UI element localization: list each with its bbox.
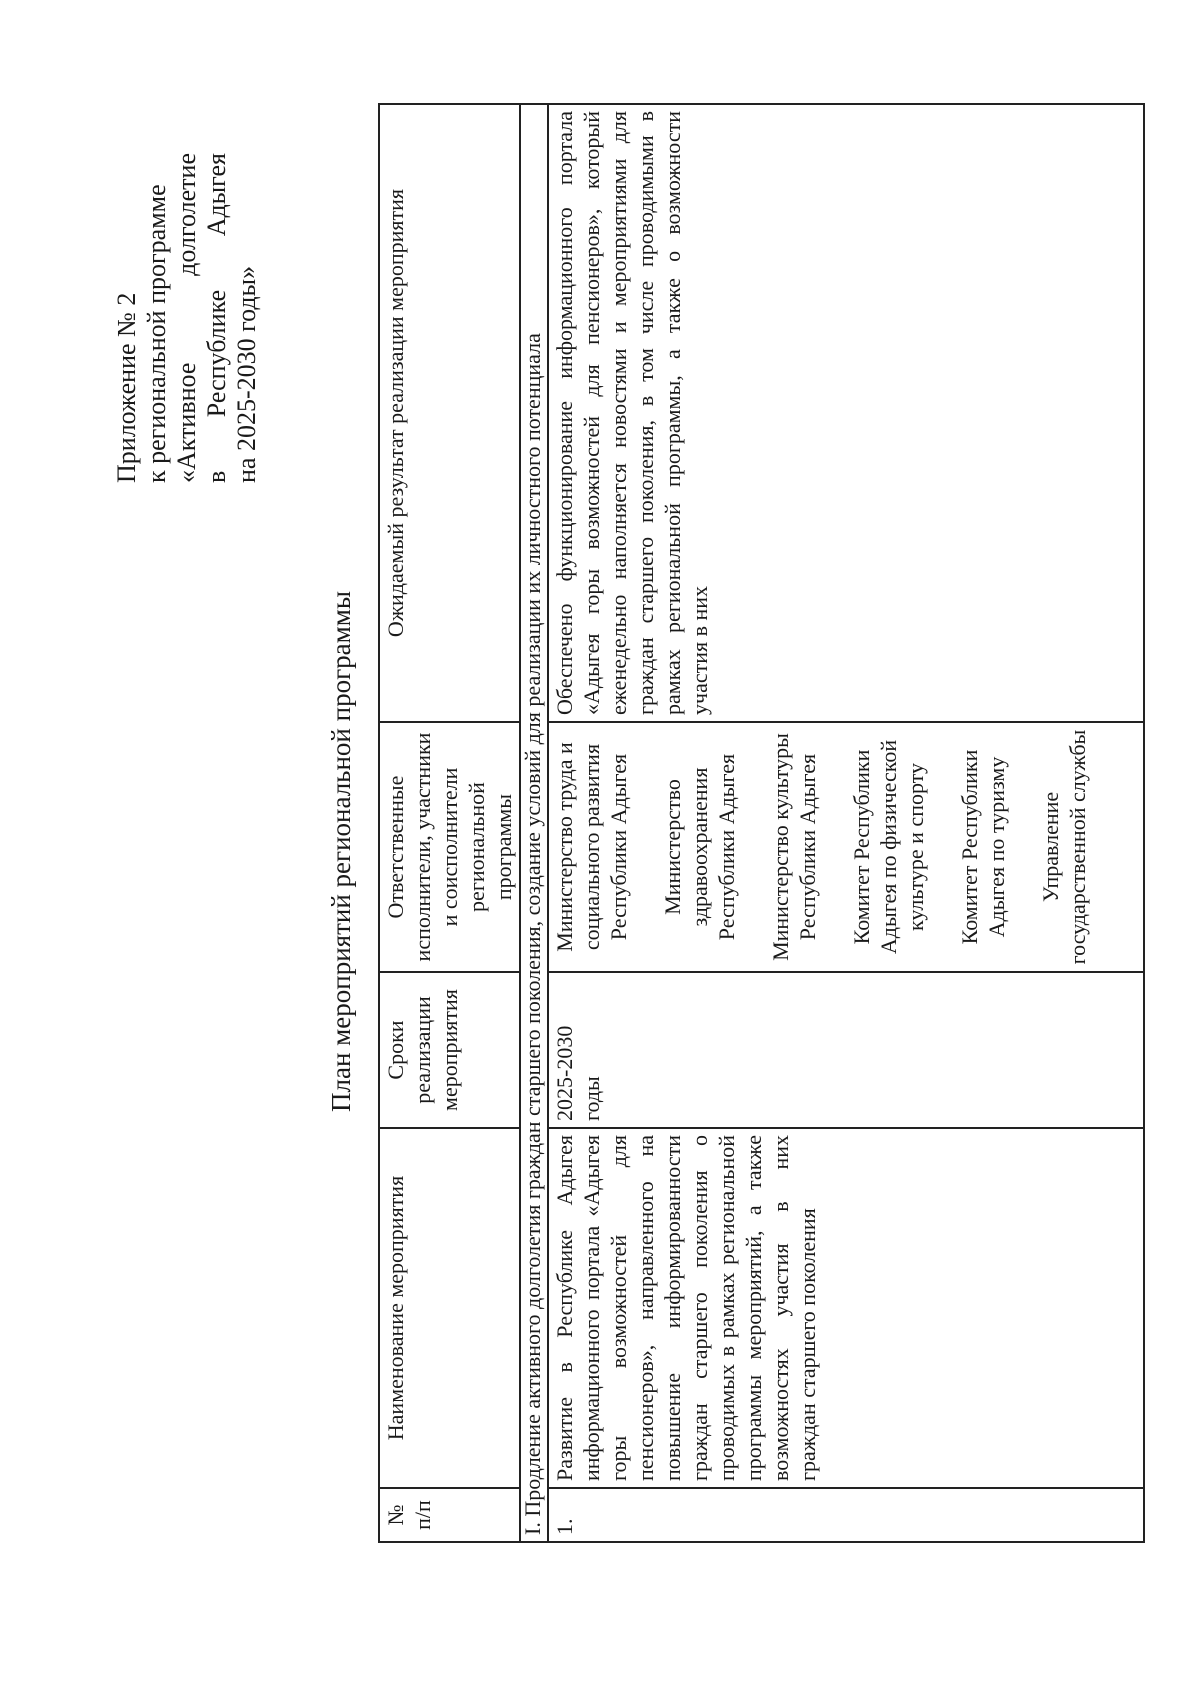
table-header-row — [379, 104, 520, 1542]
row-responsible — [548, 722, 1144, 972]
responsible-item: Управление государственной службы — [1038, 729, 1090, 965]
row-num: 1. — [548, 1488, 1144, 1542]
header-name: Наименование мероприятия — [379, 1128, 520, 1488]
row-name: Развитие в Республике Адыгея информационного портала «Адыгея горы возможностей для пенсионеров», направленного на повышение информированности граждан старшего поколения о проводимых в рамках региональной программы мероприятий, а также возможностях участия в них граждан старшего поколения — [548, 1128, 1144, 1488]
appendix-number: Приложение № 2 — [112, 292, 141, 483]
plan-table — [378, 103, 1145, 1543]
header-result: Ожидаемый результат реализации мероприятия — [379, 104, 520, 722]
header-term: Сроки реализации мероприятия — [379, 972, 520, 1128]
section-row — [520, 104, 548, 1542]
appendix-line-4: в Республике Адыгея — [202, 153, 231, 483]
responsible-item: Комитет Республики Адыгея по туризму — [957, 749, 1009, 945]
header-num: № п/п — [379, 1488, 520, 1542]
appendix-line-3: «Активное долголетие — [172, 153, 201, 483]
responsible-item: Комитет Республики Адыгея по физической культуре и спорту — [849, 739, 928, 955]
table-row — [548, 104, 1144, 1542]
row-result: Обеспечено функционирование информационного портала «Адыгея горы возможностей для пенсионеров», который еженедельно наполняется новостями и мероприятиями для граждан старшего поколения, в том числе проводимыми в рамках региональной программы, а также о возможности участия в них — [548, 104, 1144, 722]
row-term: 2025-2030 годы — [548, 972, 1144, 1128]
header-responsible: Ответственные исполнители, участники и соисполнители региональной программы — [379, 722, 520, 972]
responsible-item: Министерство здравоохранения Республики Адыгея — [660, 753, 739, 941]
appendix-line-5: на 2025-2030 годы» — [232, 265, 261, 483]
page-title: План мероприятий региональной программы — [326, 591, 356, 1112]
responsible-item: Министерство культуры Республики Адыгея — [768, 733, 820, 961]
responsible-item: Министерство труда и социального развития Республики Адыгея — [552, 742, 631, 952]
section-title: I. Продление активного долголетия граждан старшего поколения, создание условий для реализации их личностного потенциала — [520, 104, 548, 1542]
appendix-header — [112, 153, 262, 483]
appendix-line-2: к региональной программе — [142, 184, 171, 483]
